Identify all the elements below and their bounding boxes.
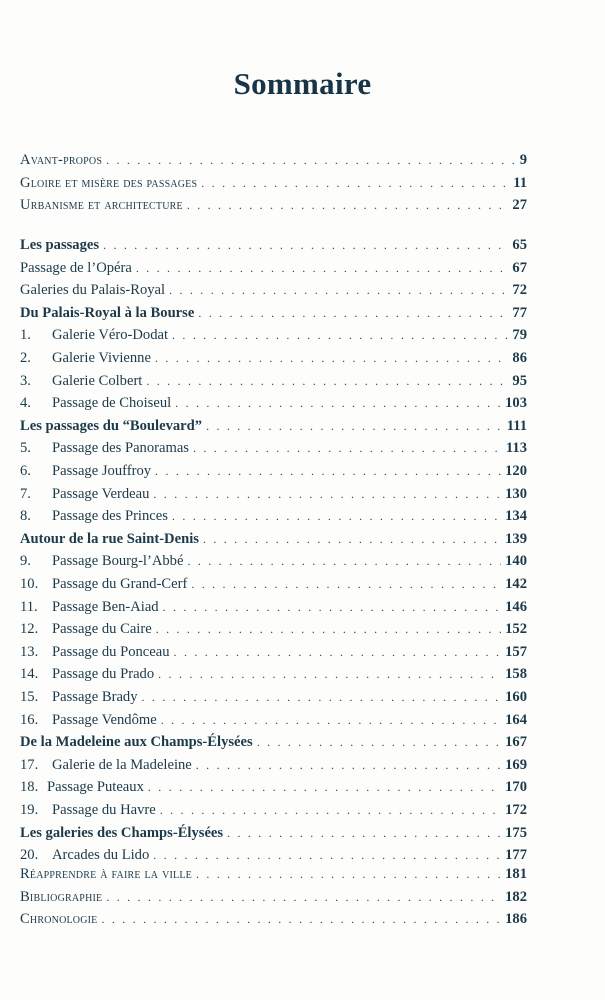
dot-leader (161, 710, 501, 731)
entry-number: 7. (20, 485, 31, 502)
dot-leader (155, 461, 501, 482)
dot-leader (196, 755, 501, 776)
section-title: Les passages (20, 237, 100, 253)
page-number: 130 (505, 485, 527, 502)
toc-entry-row[interactable] (20, 461, 527, 482)
entry-number: 19. (20, 802, 39, 818)
section-title: Autour de la rue Saint-Denis (20, 530, 199, 547)
page-number: 140 (505, 553, 527, 570)
page-number: 111 (506, 417, 527, 434)
entry-number: 16. (20, 711, 39, 728)
entry-number: 6. (20, 463, 31, 479)
page-number: 9 (519, 152, 527, 168)
page-number: 152 (505, 621, 527, 638)
dot-leader (187, 551, 501, 572)
entry-title: Passage des Panoramas (52, 440, 189, 457)
dot-leader (193, 438, 502, 459)
page-title: Sommaire (233, 66, 372, 101)
page-number: 77 (512, 304, 527, 321)
toc-section-row[interactable] (20, 732, 527, 753)
section-title: Les galeries des Champs-Élysées (20, 824, 224, 841)
page-number: 134 (505, 508, 527, 525)
dot-leader (103, 235, 508, 256)
entry-title: Passage Jouffroy (52, 463, 152, 479)
dot-leader (201, 173, 509, 194)
dot-leader (198, 303, 508, 324)
page-number: 146 (505, 598, 527, 615)
entry-number: 11. (20, 598, 38, 615)
entry-title: Passage des Princes (52, 508, 168, 525)
entry-number: 10. (20, 576, 39, 592)
entry-number: 14. (20, 666, 39, 683)
entry-title: Galerie Véro-Dodat (52, 327, 169, 344)
entry-number: 15. (20, 689, 39, 705)
entry-title: Passage du Ponceau (52, 643, 170, 660)
entry-title: Passage Puteaux (47, 779, 144, 796)
toc-entry-row[interactable] (20, 864, 527, 885)
dot-leader (106, 150, 516, 171)
dot-leader (163, 597, 502, 618)
page-number: 95 (512, 372, 527, 389)
page-number: 164 (505, 711, 527, 728)
page-number: 113 (505, 440, 527, 457)
dot-leader (172, 506, 501, 527)
entry-title: Galerie Vivienne (52, 350, 151, 366)
toc-entry-row[interactable] (20, 173, 527, 194)
dot-leader (155, 348, 508, 369)
toc-entry-row[interactable] (20, 755, 527, 776)
page-number: 142 (505, 576, 527, 592)
toc-entry-row[interactable] (20, 484, 527, 505)
entry-title: Gloire et misère des passages (20, 174, 198, 191)
toc-entry-row[interactable] (20, 551, 527, 572)
entry-number: 17. (20, 756, 39, 773)
toc-entry-row[interactable] (20, 574, 527, 595)
dot-leader (158, 664, 501, 685)
toc-entry-row[interactable] (20, 348, 527, 369)
entry-title: Galerie Colbert (52, 372, 143, 389)
page-number: 72 (512, 282, 527, 299)
toc-entry-row[interactable] (20, 619, 527, 640)
dot-leader (206, 416, 503, 437)
toc-entry-row[interactable] (20, 195, 527, 216)
page-number: 120 (505, 463, 527, 479)
page-number: 79 (512, 327, 527, 344)
dot-leader (136, 258, 509, 279)
entry-title: Passage Vendôme (52, 711, 157, 728)
dot-leader (146, 371, 508, 392)
page-number: 170 (505, 779, 527, 796)
page-number: 67 (512, 259, 527, 276)
entry-number: 3. (20, 372, 31, 389)
entry-title: Passage Brady (52, 689, 138, 705)
entry-title: Passage Bourg-l’Abbé (52, 553, 184, 570)
entry-number: 18. (20, 779, 39, 796)
dot-leader (174, 642, 502, 663)
section-title: De la Madeleine aux Champs-Élysées (20, 734, 253, 751)
toc-entry-row[interactable] (20, 371, 527, 392)
toc-entry-row[interactable] (20, 438, 527, 459)
toc-entry-row[interactable] (20, 909, 527, 930)
page-number: 11 (513, 174, 527, 191)
page-number: 186 (505, 911, 527, 928)
dot-leader (172, 325, 508, 346)
toc-section-row[interactable] (20, 416, 527, 437)
entry-title: Galerie de la Madeleine (52, 756, 192, 773)
entry-title: Galeries du Palais-Royal (20, 282, 166, 299)
toc-entry-row[interactable] (20, 325, 527, 346)
page-number: 160 (505, 689, 527, 705)
toc-entry-row[interactable] (20, 687, 527, 708)
page-number: 181 (505, 866, 527, 882)
dot-leader (196, 864, 501, 885)
page-number: 139 (505, 530, 527, 547)
section-title: Les passages du “Boulevard” (20, 417, 203, 434)
page-number: 65 (512, 237, 527, 253)
toc-entry-row[interactable] (20, 150, 527, 171)
dot-leader (175, 393, 501, 414)
entry-number: 8. (20, 508, 31, 525)
toc-entry-row[interactable] (20, 393, 527, 414)
page-number: 86 (512, 350, 527, 366)
dot-leader (156, 619, 501, 640)
entry-number: 12. (20, 621, 39, 638)
toc-entry-row[interactable] (20, 887, 527, 908)
dot-leader (142, 687, 502, 708)
toc-section-row[interactable] (20, 529, 527, 550)
dot-leader (257, 732, 501, 753)
toc-entry-row[interactable] (20, 258, 527, 279)
page-number: 177 (505, 847, 527, 864)
page-number: 27 (512, 197, 527, 214)
dot-leader (101, 909, 501, 930)
toc-section-row[interactable] (20, 303, 527, 324)
dot-leader (148, 777, 501, 798)
entry-title: Passage de l’Opéra (20, 259, 132, 276)
entry-number: 5. (20, 440, 31, 457)
page-number: 182 (505, 888, 527, 905)
entry-title: Passage du Prado (52, 666, 155, 683)
entry-number: 2. (20, 350, 31, 366)
page-number: 158 (505, 666, 527, 683)
toc-entry-row[interactable] (20, 664, 527, 685)
entry-number: 13. (20, 643, 39, 660)
toc-entry-row[interactable] (20, 642, 527, 663)
dot-leader (169, 280, 508, 301)
page-number: 103 (505, 395, 527, 412)
entry-title: Chronologie (20, 911, 98, 928)
page-number: 167 (505, 734, 527, 751)
entry-title: Passage de Choiseul (52, 395, 172, 412)
page-number: 172 (505, 802, 527, 818)
dot-leader (160, 800, 501, 821)
toc-section-row[interactable] (20, 823, 527, 844)
entry-number: 1. (20, 327, 31, 344)
dot-leader (191, 574, 501, 595)
toc-entry-row[interactable] (20, 777, 527, 798)
toc-section-row[interactable] (20, 235, 527, 256)
toc-entry-row[interactable] (20, 710, 527, 731)
entry-number: 9. (20, 553, 31, 570)
dot-leader (153, 484, 501, 505)
section-title: Du Palais-Royal à la Bourse (20, 304, 195, 321)
entry-title: Passage du Grand-Cerf (52, 576, 188, 592)
entry-title: Avant-propos (20, 152, 103, 168)
dot-leader (203, 529, 501, 550)
page-number: 157 (505, 643, 527, 660)
entry-title: Réapprendre à faire la ville (20, 866, 192, 882)
page-number: 175 (505, 824, 527, 841)
entry-title: Passage Ben-Aiad (52, 598, 159, 615)
dot-leader (187, 195, 509, 216)
toc-entry-row[interactable] (20, 506, 527, 527)
entry-title: Passage du Havre (52, 802, 156, 818)
dot-leader (227, 823, 501, 844)
entry-title: Urbanisme et architecture (20, 197, 183, 214)
entry-number: 4. (20, 395, 31, 412)
entry-title: Passage Verdeau (52, 485, 150, 502)
dot-leader (106, 887, 501, 908)
entry-number: 20. (20, 847, 39, 864)
page-number: 169 (505, 756, 527, 773)
entry-title: Bibliographie (20, 888, 103, 905)
toc-entry-row[interactable] (20, 280, 527, 301)
entry-title: Arcades du Lido (52, 847, 150, 864)
toc-entry-row[interactable] (20, 800, 527, 821)
toc-entry-row[interactable] (20, 597, 527, 618)
entry-title: Passage du Caire (52, 621, 152, 638)
